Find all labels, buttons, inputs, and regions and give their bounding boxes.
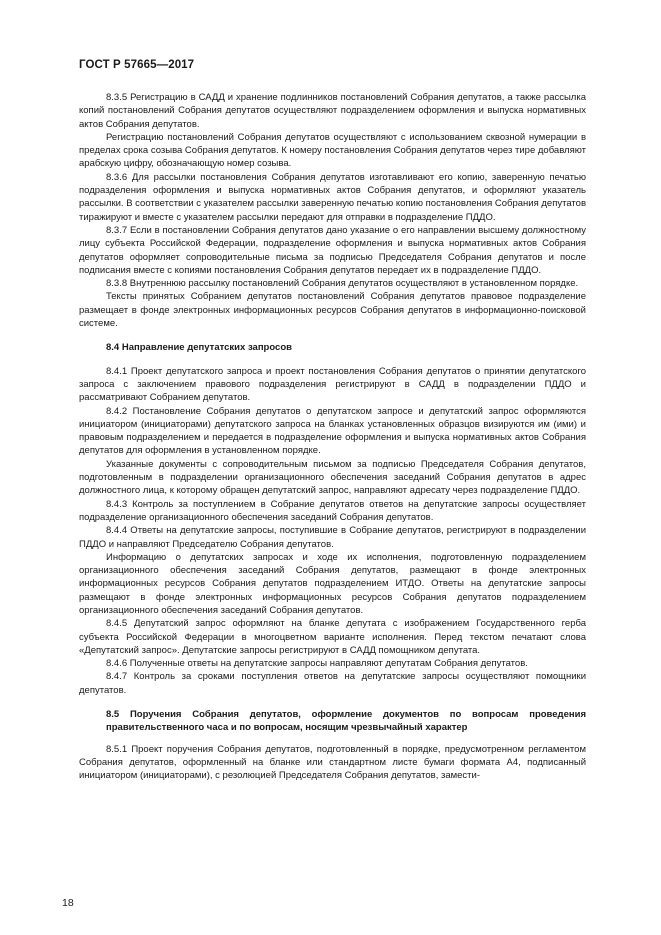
page-number: 18 — [62, 897, 74, 909]
paragraph: 8.4.7 Контроль за сроками поступления ответов на депутатские запросы осуществляют помощники депутатов. — [79, 671, 586, 696]
paragraph: Информацию о депутатских запросах и ходе их исполнения, подготовленную подразделением организационного обеспечения заседаний Собрания депутатов, размещают в фонде электронных информационных ресурсов Собрания депутатов подразделением ИТДО. Ответы на депутатские запросы размещают в фонде электронных информационных ресурсов Собрания депутатов подразделением организационного обеспечения заседаний Собрания депутатов. — [79, 551, 586, 616]
page-body — [79, 91, 586, 783]
paragraph: 8.4.1 Проект депутатского запроса и проект постановления Собрания депутатов о принятии депутатского запроса с заключением правового подразделения регистрируют в САДД в подразделении ПДДО и рассматривают Собранием депутатов. — [79, 365, 586, 404]
section-heading-8-4: 8.4 Направление депутатских запросов — [106, 342, 292, 354]
paragraph: 8.4.5 Депутатский запрос оформляют на бланке депутата с изображением Государственного герба субъекта Российской Федерации в многоцветном варианте исполнения. Перед текстом печатают слова «Депутатский запрос». Депутатские запросы регистрируют в САДД помощником депутата. — [79, 618, 586, 656]
paragraph: 8.3.5 Регистрацию в САДД и хранение подлинников постановлений Собрания депутатов, а также рассылка копий постановлений Собрания депутатов осуществляют подразделением оформления и выпуска нормативных актов Собрания депутатов. — [79, 92, 586, 130]
document-header: ГОСТ Р 57665—2017 — [79, 59, 195, 71]
paragraph: 8.5.1 Проект поручения Собрания депутатов, подготовленный в порядке, предусмотренном регламентом Собрания депутатов, оформленный на бланке или стандартном листе бумаги формата А4, подписанный инициатором (инициаторами), с резолюцией Председателя Собрания депутатов, замести- — [79, 743, 586, 782]
paragraph: Регистрацию постановлений Собрания депутатов осуществляют с использованием сквозной нумерации в пределах срока созыва Собрания депутатов. К номеру постановления Собрания депутатов через тире добавляют арабскую цифру, обозначающую номер созыва. — [79, 131, 586, 170]
paragraph: 8.4.3 Контроль за поступлением в Собрание депутатов ответов на депутатские запросы осуществляет подразделение организационного обеспечения заседаний Собрания депутатов. — [79, 498, 586, 523]
paragraph: Указанные документы с сопроводительным письмом за подписью Председателя Собрания депутатов, подготовленным в подразделении организационного обеспечения заседаний Собрания депутатов в адрес должностного лица, к которому обращен депутатский запрос, направляют адресату через подразделение ПДДО. — [79, 458, 586, 497]
paragraph: 8.4.4 Ответы на депутатские запросы, поступившие в Собрание депутатов, регистрируют в подразделении ПДДО и направляют Председателю Собрания депутатов. — [79, 525, 586, 550]
paragraph: 8.4.6 Полученные ответы на депутатские запросы направляют депутатам Собрания депутатов. — [106, 658, 528, 670]
paragraph: Тексты принятых Собранием депутатов постановлений Собрания депутатов правовое подразделение размещает в фонде электронных информационных ресурсов Собрания депутатов в информационно-поисковой системе. — [79, 291, 586, 330]
paragraph: 8.4.2 Постановление Собрания депутатов о депутатском запросе и депутатский запрос оформляются инициатором (инициаторами) депутатского запроса на бланках установленных образцов визируются им (ими) и правовым подразделением и передается в подразделение оформления и выпуска нормативных актов Собрания депутатов для оформления в установленном порядке. — [79, 405, 586, 457]
paragraph: 8.3.7 Если в постановлении Собрания депутатов дано указание о его направлении высшему должностному лицу субъекта Российской Федерации, подразделение оформления и выпуска нормативных актов Собрания депутатов оформляет сопроводительные письма за подписью Председателя Собрания депутатов и после подписания вместе с копиями постановления Собрания депутатов передает их в подразделение ПДДО. — [79, 224, 586, 276]
section-heading-8-5: 8.5 Поручения Собрания депутатов, оформление документов по вопросам проведения правительственного часа и по вопросам, носящим чрезвычайный характер — [106, 709, 586, 734]
paragraph: 8.3.8 Внутреннюю рассылку постановлений Собрания депутатов осуществляют в установленном порядке. — [106, 278, 579, 290]
paragraph: 8.3.6 Для рассылки постановления Собрания депутатов изготавливают его копию, заверенную печатью подразделения оформления и выпуска нормативных актов Собрания депутатов, и оформляют указатель рассылки. В соответствии с указателем рассылки заверенную печатью копию постановления Собрания депутатов тиражируют и вместе с указателем рассылки передают для отправки в подразделение ПДДО. — [79, 171, 586, 223]
